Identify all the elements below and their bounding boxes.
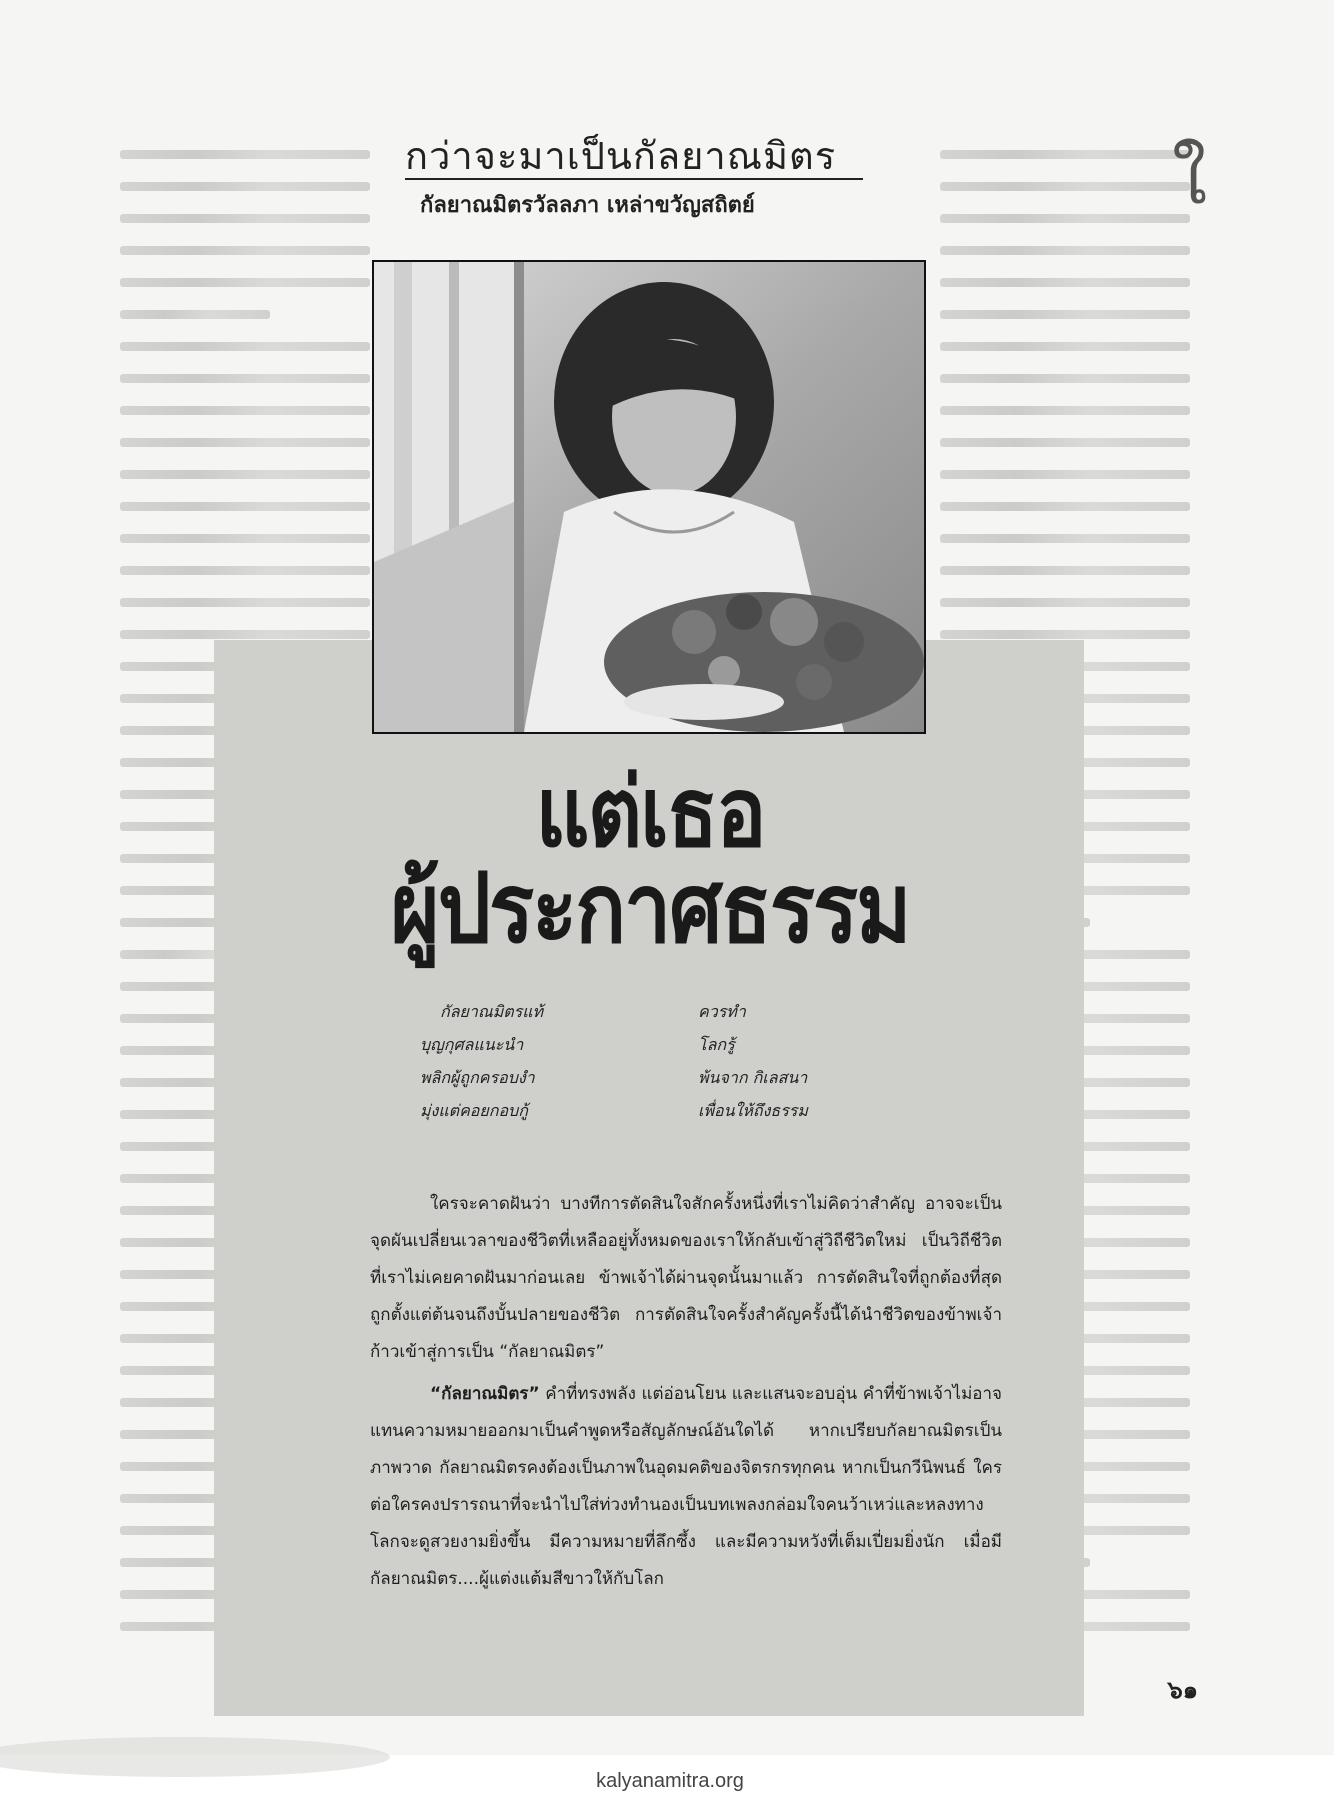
headline-line-2: ผู้ประกาศธรรม <box>390 851 910 965</box>
site-watermark: kalyanamitra.org <box>596 1770 744 1792</box>
drop-cap-decoration: ใ <box>1172 136 1208 220</box>
poem-line <box>440 1000 880 1033</box>
body-paragraph <box>370 1186 1002 1371</box>
paragraph-2-lead: “กัลยาณมิตร” <box>430 1384 540 1404</box>
feature-headline <box>300 755 1000 965</box>
poem-right: ควรทำ <box>698 1002 746 1021</box>
poem-right: เพื่อนให้ถึงธรรม <box>698 1101 808 1120</box>
poem-line <box>420 1099 880 1132</box>
poem-left: กัลยาณมิตรแท้ <box>440 1002 544 1021</box>
poem-left: มุ่งแต่คอยกอบกู้ <box>420 1101 528 1120</box>
headline-line-1: แต่เธอ <box>535 755 765 869</box>
paragraph-1-text: ใครจะคาดฝันว่า บางทีการตัดสินใจสักครั้งหนึ่งที่เราไม่คิดว่าสำคัญ อาจจะเป็นจุดผันเปลี่ยนเวลาของชีวิตที่เหลืออยู่ทั้งหมดของเราให้กลับเข้าสู่วิถีชีวิตใหม่ เป็นวิถีชีวิตที่เราไม่เคยคาดฝันมาก่อนเลย ข้าพเจ้าได้ผ่านจุดนั้นมาแล้ว การตัดสินใจที่ถูกต้องที่สุด ถูกตั้งแต่ต้นจนถึงบั้นปลายของชีวิต การตัดสินใจครั้งสำคัญครั้งนี้ได้นำชีวิตของข้าพเจ้าก้าวเข้าสู่การเป็น “กัลยาณมิตร” <box>370 1194 1002 1362</box>
article-body <box>370 1186 1002 1603</box>
page-number: ๖๑ <box>1167 1676 1198 1704</box>
poem-left: พลิกผู้ถูกครอบงำ <box>420 1068 535 1087</box>
paragraph-2-text: คำที่ทรงพลัง แต่อ่อนโยน และแสนจะอบอุ่น คำที่ข้าพเจ้าไม่อาจแทนความหมายออกมาเป็นคำพูดหรือสัญลักษณ์อันใดได้ หากเปรียบกัลยาณมิตรเป็นภาพวาด กัลยาณมิตรคงต้องเป็นภาพในอุดมคติของจิตรกรทุกคน หากเป็นกวีนิพนธ์ ใครต่อใครคงปรารถนาที่จะนำไปใส่ท่วงทำนองเป็นบทเพลงกล่อมใจคนว้าเหว่และหลงทาง โลกจะดูสวยงามยิ่งขึ้น มีความหมายที่ลึกซึ้ง และมีความหวังที่เต็มเปี่ยมยิ่งนัก เมื่อมีกัลยาณมิตร....ผู้แต่งแต้มสีขาวให้กับโลก <box>370 1384 1002 1589</box>
poem-line <box>420 1033 880 1066</box>
poem-left: บุญกุศลแนะนำ <box>420 1035 524 1054</box>
article-byline: กัลยาณมิตรวัลลภา เหล่าขวัญสถิตย์ <box>420 193 755 218</box>
title-underline <box>405 178 863 180</box>
body-paragraph <box>370 1376 1002 1598</box>
poem-line <box>420 1066 880 1099</box>
portrait-photo <box>372 260 926 734</box>
poem-block <box>420 1000 880 1132</box>
poem-right: โลกรู้ <box>698 1035 735 1054</box>
article-title: กว่าจะมาเป็นกัลยาณมิตร <box>405 134 837 178</box>
poem-right: พ้นจาก กิเลสนา <box>698 1068 808 1087</box>
